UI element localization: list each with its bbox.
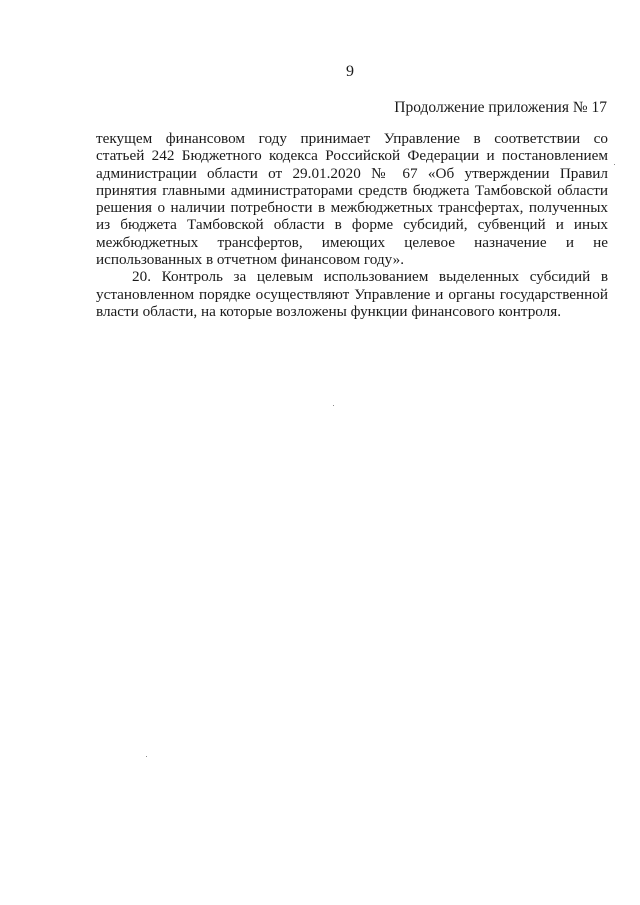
appendix-continuation-header: Продолжение приложения № 17 (394, 99, 607, 116)
text-line: использованных в отчетном финансовом году». (96, 251, 404, 269)
text-line: из бюджета Тамбовской области в форме субсидий, субвенций и иных (96, 216, 608, 234)
text-line: 20. Контроль за целевым использованием выделенных субсидий в (132, 268, 608, 286)
page-number: 9 (346, 63, 354, 80)
paragraph-20 (96, 268, 608, 320)
scan-speck (333, 405, 334, 406)
text-line: решения о наличии потребности в межбюджетных трансфертах, полученных (96, 199, 608, 217)
text-line: текущем финансовом году принимает Управление в соответствии со (96, 130, 608, 147)
text-line: установленном порядке осуществляют Управление и органы государственной (96, 285, 608, 303)
text-line: статьей 242 Бюджетного кодекса Российской Федерации и постановлением (96, 147, 608, 165)
scan-speck (146, 756, 147, 757)
document-body (96, 130, 608, 320)
paragraph-continuation (96, 130, 608, 268)
text-line: межбюджетных трансфертов, имеющих целевое назначение и не (96, 233, 608, 251)
text-line: принятия главными администраторами средств бюджета Тамбовской области (96, 181, 608, 199)
scan-speck (614, 164, 615, 165)
text-line: власти области, на которые возложены функции финансового контроля. (96, 302, 562, 320)
text-line: администрации области от 29.01.2020 № 67 «Об утверждении Правил (96, 164, 608, 182)
